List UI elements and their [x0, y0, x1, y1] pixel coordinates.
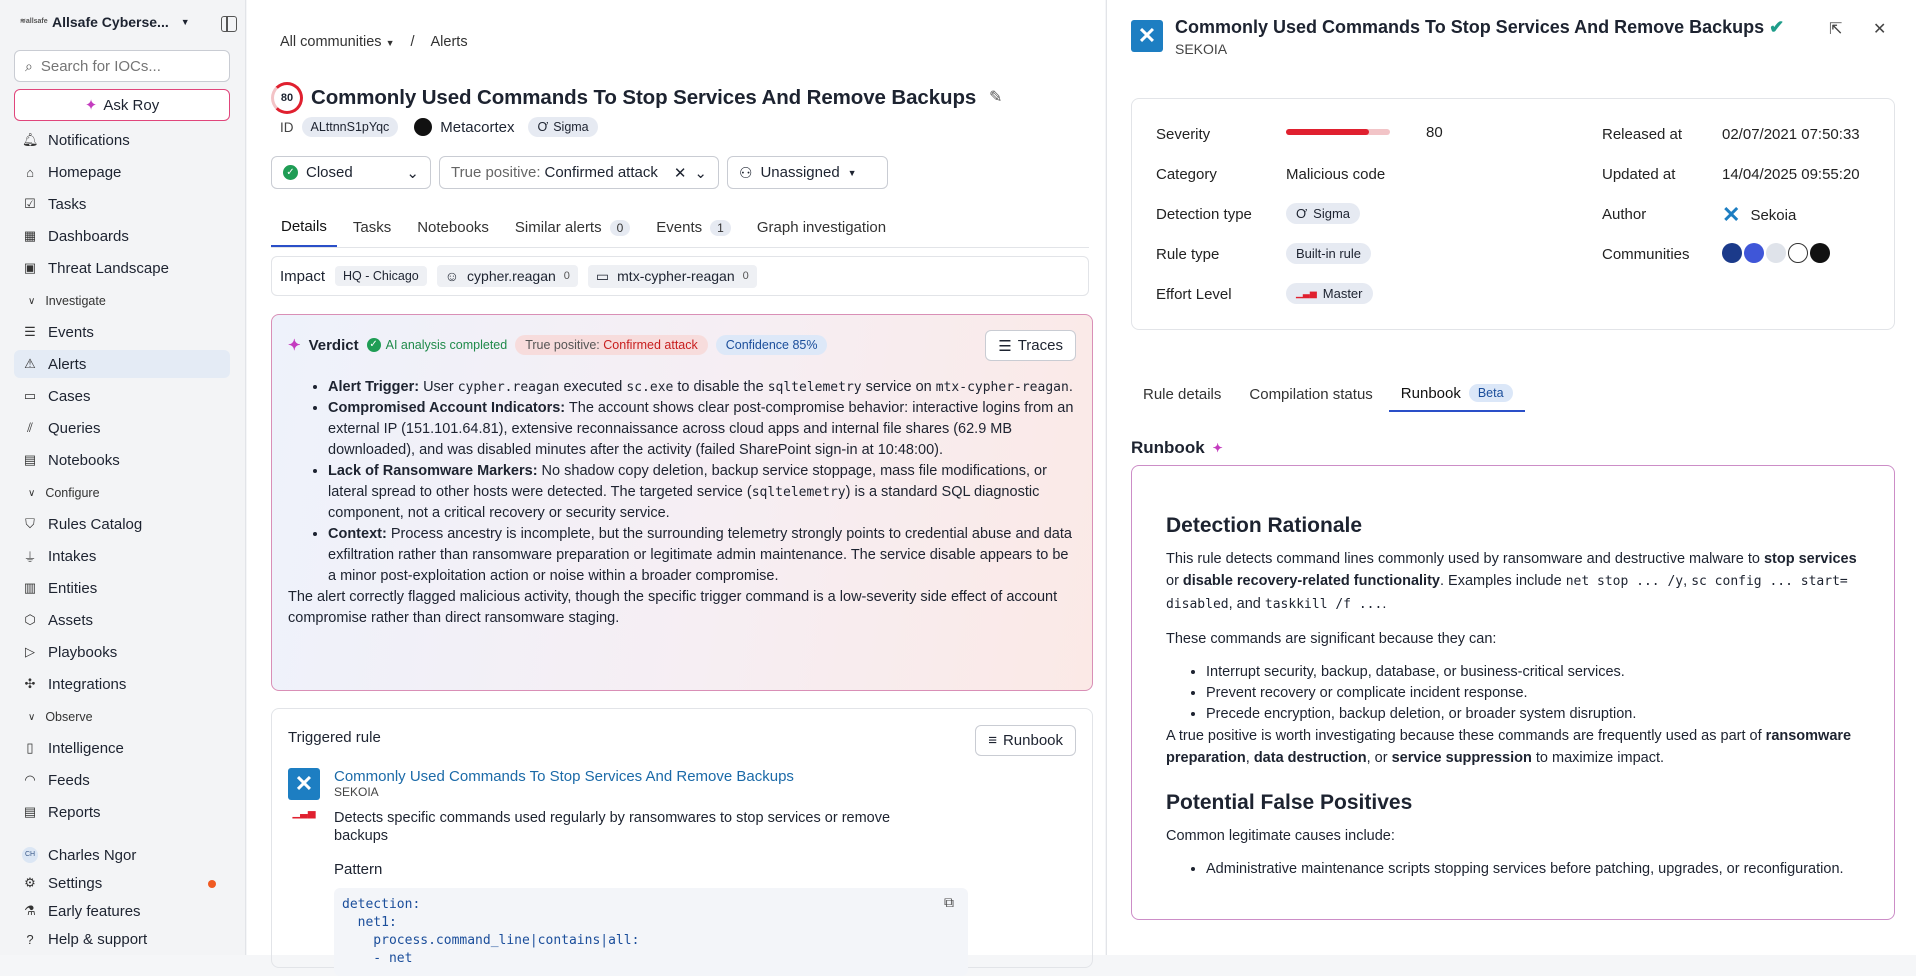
rule-row [288, 768, 1076, 976]
home-icon: ⌂ [26, 164, 34, 180]
sparkle-icon: ✦ [84, 97, 98, 114]
breadcrumb-current: Alerts [430, 34, 468, 50]
nav-label: Homepage [48, 163, 122, 181]
communities-label: Communities [1602, 246, 1690, 263]
status-value: Closed [306, 164, 353, 181]
verdict-summary: The alert correctly flagged malicious activity, though the specific trigger command is a low-severity side effect of account compromise rather than direct ransomware staging. [288, 589, 1058, 626]
rule-summary-card [1131, 98, 1895, 330]
ruletype-label: Rule type [1156, 246, 1220, 263]
check-circle-icon: ✓ [367, 338, 381, 352]
nav-label: Notebooks [48, 451, 120, 469]
search-icon: ⌕ [25, 57, 33, 74]
nav-alerts[interactable] [14, 350, 230, 378]
flask-icon: ⚗ [24, 903, 36, 918]
breadcrumb-separator: / [410, 34, 415, 50]
tab-notebooks[interactable]: Notebooks [417, 219, 489, 236]
verdict-value: Confirmed attack [544, 164, 658, 181]
section-label: Observe [45, 710, 93, 724]
nav-label: Help & support [48, 930, 148, 948]
nav-queries[interactable] [14, 414, 230, 442]
nav-reports[interactable] [14, 798, 230, 826]
rule-vendor: SEKOIA [1175, 41, 1228, 57]
sidebar [0, 0, 246, 955]
user-menu[interactable] [14, 841, 230, 869]
section-observe[interactable] [28, 710, 93, 724]
workspace-logo: ≋allsafe [20, 18, 48, 25]
severity-track [1286, 129, 1390, 135]
tab-count: 1 [710, 220, 731, 236]
verdict-header [288, 335, 1076, 355]
nav-label: Playbooks [48, 643, 118, 661]
community-icon [1810, 243, 1830, 263]
nav-feeds[interactable] [14, 766, 230, 794]
list-item: • Compromised Account Indicators: The account shows clear post-compromise behavior: interactive logins from an external IP (151.101.64.81), extensive reconnaissance across cloud apps and internal file shares (62.9 MB downloaded), and was disabled minutes after the activity (failed SharePoint sign-in at 10:48:00). [328, 398, 1076, 461]
sigma-icon: Ơ [537, 120, 549, 134]
breadcrumb-root[interactable]: All communities ▼ [280, 34, 395, 50]
released-value: 02/07/2021 07:50:33 [1722, 126, 1860, 143]
tab-tasks[interactable]: Tasks [352, 219, 392, 236]
pattern-code: detection: net1: process.command_line|contains|all: - net [334, 888, 968, 976]
caret-down-icon: ▼ [180, 17, 190, 27]
detection-label: Detection type [1156, 206, 1252, 223]
notebook-icon: ▤ [23, 452, 37, 467]
nav-playbooks[interactable] [14, 638, 230, 666]
rss-icon: ◠ [24, 772, 36, 787]
verdict-bullets [328, 377, 1076, 587]
traces-icon: ☰ [998, 337, 1012, 355]
alert-title: Commonly Used Commands To Stop Services And Remove Backups [311, 86, 977, 109]
list-item: • Precede encryption, backup deletion, or broader system disruption. [1206, 704, 1860, 725]
tab-similar-alerts[interactable]: Similar alerts 0 [505, 208, 640, 247]
play-icon: ▷ [25, 644, 35, 659]
alert-meta [280, 117, 598, 137]
user-icon: ⚇ [739, 164, 753, 182]
sparkle-icon: ✦ [288, 337, 301, 354]
caret-down-icon: ▼ [847, 167, 857, 178]
building-icon: ▥ [23, 580, 37, 595]
alert-detail [247, 0, 1105, 966]
nav-label: Alerts [48, 355, 87, 373]
community-icon [1788, 243, 1808, 263]
nav-label: Reports [48, 803, 101, 821]
impact-host-chip[interactable]: ▭ mtx-cypher-reagan 0 [588, 265, 757, 288]
false-positive-list [1206, 859, 1860, 880]
tab-rule-details[interactable]: Rule details [1143, 385, 1222, 403]
category-value: Malicious code [1286, 166, 1386, 183]
triggered-rule-title: Triggered rule [288, 729, 381, 746]
edit-icon[interactable]: ✎ [989, 89, 1003, 106]
alert-id[interactable]: ALttnnS1pYqc [302, 117, 399, 137]
community-icon [1744, 243, 1764, 263]
nav-events[interactable] [14, 318, 230, 346]
nav-threat-landscape[interactable] [14, 254, 230, 282]
list-item: • Alert Trigger: User cypher.reagan executed sc.exe to disable the sqltelemetry service on mtx-cypher-reagan. [328, 377, 1076, 398]
workspace-switcher[interactable] [20, 14, 190, 30]
urgency-score: 80 [271, 82, 303, 114]
shield-icon: ⛉ [25, 516, 35, 531]
paragraph: This rule detects command lines commonly used by ransomware and destructive malware to stop services or disable recovery-related functionality. Examples include net stop ... /y, sc config ... start= disabled, and taskkill /f .... [1166, 551, 1857, 612]
chevron-down-icon: ∨ [28, 487, 36, 499]
impact-user-chip[interactable]: ☺ cypher.reagan 0 [437, 265, 578, 287]
sekoia-logo: ✕ [288, 768, 320, 800]
effort-label: Effort Level [1156, 286, 1232, 303]
chevron-down-icon: ⌄ [406, 164, 419, 182]
rule-link[interactable]: Commonly Used Commands To Stop Services And Remove Backups [334, 768, 794, 785]
impact-list [1206, 662, 1860, 725]
nav-intakes[interactable] [14, 542, 230, 570]
alert-tabs [271, 208, 1089, 248]
sekoia-logo: ✕ [1131, 20, 1163, 52]
effort-bars-icon: ▁▃▅ [292, 808, 316, 819]
runbook-heading: Runbook ✦ [1131, 438, 1223, 457]
nav-label: Entities [48, 579, 98, 597]
nav-entities[interactable] [14, 574, 230, 602]
nav-label: Settings [48, 874, 103, 892]
user-name: Charles Ngor [48, 846, 137, 864]
verdict-badge: True positive: Confirmed attack [515, 335, 708, 355]
tab-compilation-status[interactable]: Compilation status [1249, 385, 1373, 403]
author-label: Author [1602, 206, 1647, 223]
sekoia-logo: ✕ [1722, 202, 1741, 227]
section-label: Investigate [45, 294, 106, 308]
tab-events[interactable]: Events 1 [646, 208, 741, 247]
check-circle-icon: ✓ [283, 165, 298, 180]
nav-label: Assets [48, 611, 94, 629]
chart-icon: ⫽ [27, 420, 33, 435]
paragraph: These commands are significant because they can: [1166, 631, 1497, 647]
tab-count: 0 [610, 220, 631, 236]
nav-assets[interactable] [14, 606, 230, 634]
notification-dot [208, 880, 216, 888]
ask-roy-button[interactable] [14, 89, 230, 121]
rule-vendor: SEKOIA [334, 785, 379, 799]
breadcrumb [280, 34, 468, 50]
nav-intelligence[interactable] [14, 734, 230, 762]
nav-label: Early features [48, 902, 141, 920]
nav-dashboards[interactable] [14, 222, 230, 250]
paragraph: Common legitimate causes include: [1166, 828, 1395, 844]
author-value: ✕ Sekoia [1722, 202, 1797, 227]
nav-notebooks[interactable] [14, 446, 230, 474]
puzzle-icon: ✣ [24, 676, 36, 691]
dashboard-icon: ▦ [23, 228, 37, 243]
source-chip: Ơ Sigma [528, 117, 597, 137]
community-icon [1722, 243, 1742, 263]
runbook-content [1131, 465, 1895, 920]
tab-runbook[interactable]: Runbook Beta [1389, 378, 1525, 412]
list-item: • Lack of Ransomware Markers: No shadow copy deletion, backup service stoppage, mass file modifications, or lateral spread to other hosts were detected. The targeted service (sqltelemetry) is a standard SQL diagnostic component, not a critical recovery or security service. [328, 461, 1076, 524]
user-icon: ☺ [444, 268, 460, 284]
runbook-icon: ≡ [988, 732, 997, 749]
rule-tabs [1131, 378, 1525, 412]
nav-label: Intakes [48, 547, 97, 565]
nav-label: Tasks [48, 195, 87, 213]
traces-button[interactable]: ☰ Traces [985, 330, 1076, 361]
category-label: Category [1156, 166, 1217, 183]
cube-icon: ⬡ [24, 612, 36, 627]
nav-label: Events [48, 323, 94, 341]
chevron-down-icon: ∨ [28, 711, 36, 723]
detection-chip: Ơ Sigma [1286, 203, 1360, 224]
beta-badge: Beta [1469, 384, 1513, 402]
briefcase-icon: ▭ [23, 388, 37, 403]
nav-early-features[interactable] [14, 897, 230, 925]
plug-icon: ⏚ [23, 549, 37, 565]
updated-value: 14/04/2025 09:55:20 [1722, 166, 1860, 183]
sigma-icon: Ơ [1296, 206, 1308, 221]
severity-label: Severity [1156, 126, 1211, 143]
rule-panel [1106, 0, 1916, 955]
status-dropdown[interactable] [271, 156, 431, 189]
ai-verdict-card [271, 314, 1093, 691]
effort-chip: ▁▃▅ Master [1286, 283, 1373, 304]
ask-roy-label: Ask Roy [103, 96, 160, 114]
section-label: Configure [45, 486, 100, 500]
list-item: • Interrupt security, backup, database, or business-critical services. [1206, 662, 1860, 683]
nav-label: Dashboards [48, 227, 129, 245]
confidence-badge: Confidence 85% [716, 335, 828, 355]
alert-triangle-icon: ⚠︎ [24, 356, 36, 371]
nav-label: Feeds [48, 771, 90, 789]
triggered-rule-card [271, 708, 1093, 968]
chevron-down-icon: ⌄ [694, 164, 707, 182]
nav-label: Cases [48, 387, 91, 405]
pattern-label: Pattern [334, 861, 383, 878]
nav-settings[interactable] [14, 869, 230, 897]
search-input[interactable] [41, 58, 211, 75]
nav-integrations[interactable] [14, 670, 230, 698]
nav-tasks[interactable] [14, 190, 230, 218]
ioc-search[interactable] [14, 50, 230, 82]
nav-label: Queries [48, 419, 101, 437]
severity-value: 80 [1426, 124, 1443, 141]
events-icon: ☰ [24, 324, 36, 339]
rule-description: Detects specific commands used regularly by ransomwares to stop services or remove backups [334, 810, 891, 844]
workspace-name: Allsafe Cyberse... [52, 14, 169, 30]
nav-homepage[interactable] [14, 158, 230, 186]
section-investigate[interactable] [28, 294, 106, 308]
nav-label: Notifications [48, 131, 130, 149]
gear-icon: ⚙ [24, 875, 36, 890]
community-avatars[interactable] [1722, 243, 1830, 263]
close-icon[interactable]: ✕ [1873, 21, 1887, 38]
verified-icon: ✔ [1769, 17, 1785, 37]
list-item: • Prevent recovery or complicate incident response. [1206, 683, 1860, 704]
impact-bar [271, 256, 1089, 296]
nav-help[interactable] [14, 925, 230, 953]
bell-icon: 🔔︎ [22, 132, 39, 147]
help-icon: ? [26, 931, 34, 947]
chevron-down-icon: ∨ [28, 295, 36, 307]
tab-graph-investigation[interactable]: Graph investigation [756, 219, 887, 236]
report-icon: ▤ [23, 804, 37, 819]
image-icon: ▣ [23, 260, 37, 275]
avatar: CH [22, 847, 38, 863]
book-icon: ▯ [26, 740, 34, 755]
assignee-value: Unassigned [760, 164, 840, 181]
list-item: • Administrative maintenance scripts stopping services before patching, upgrades, or reconfiguration. [1206, 859, 1860, 880]
ruletype-chip: Built-in rule [1286, 243, 1371, 264]
entity-logo [414, 118, 432, 136]
rule-title: Commonly Used Commands To Stop Services And Remove Backups ✔ [1175, 17, 1785, 37]
assignee-dropdown[interactable] [727, 156, 888, 189]
nav-notifications[interactable] [14, 126, 230, 154]
nav-cases[interactable] [14, 382, 230, 410]
tab-details[interactable]: Details [271, 208, 337, 247]
copy-icon[interactable]: ⧉ [944, 894, 954, 910]
nav-label: Integrations [48, 675, 127, 693]
section-configure[interactable] [28, 486, 100, 500]
tasks-icon: ☑ [24, 196, 36, 211]
verdict-prefix: True positive: [451, 164, 541, 181]
list-item: • Context: Process ancestry is incomplete, but the surrounding telemetry strongly points to credential abuse and data exfiltration rather than ransomware preparation or legitimate admin maintenance. The service disable appears to be a minor post-exploitation action or noise within a broader compromise. [328, 524, 1076, 587]
severity-bar [1286, 129, 1369, 135]
section-heading: Potential False Positives [1166, 791, 1413, 814]
clear-icon[interactable]: ✕ [673, 164, 687, 182]
nav-label: Intelligence [48, 739, 124, 757]
released-label: Released at [1602, 126, 1683, 143]
community-icon [1766, 243, 1786, 263]
nav-label: Rules Catalog [48, 515, 143, 533]
entity-name: Metacortex [440, 118, 515, 136]
id-label: ID [280, 119, 294, 135]
paragraph: A true positive is worth investigating because these commands are frequently used as part of ransomware preparation, data destruction, or service suppression to maximize impact. [1166, 728, 1852, 766]
ai-status: ✓ AI analysis completed [367, 338, 508, 352]
verdict-title: Verdict [308, 336, 359, 354]
runbook-button[interactable]: ≡ Runbook [975, 725, 1076, 756]
nav-label: Threat Landscape [48, 259, 169, 277]
nav-rules-catalog[interactable] [14, 510, 230, 538]
effort-bars-icon: ▁▃▅ [1296, 288, 1317, 298]
impact-label: Impact [280, 267, 326, 285]
verdict-dropdown[interactable] [439, 156, 719, 189]
sidebar-collapse-icon[interactable] [221, 16, 237, 32]
updated-label: Updated at [1602, 166, 1676, 183]
impact-entity-chip[interactable]: HQ - Chicago [335, 266, 427, 286]
open-external-icon[interactable]: ⇱ [1829, 21, 1843, 38]
section-heading: Detection Rationale [1166, 514, 1363, 537]
host-icon: ▭ [595, 267, 610, 284]
sparkle-icon: ✦ [1212, 441, 1223, 455]
